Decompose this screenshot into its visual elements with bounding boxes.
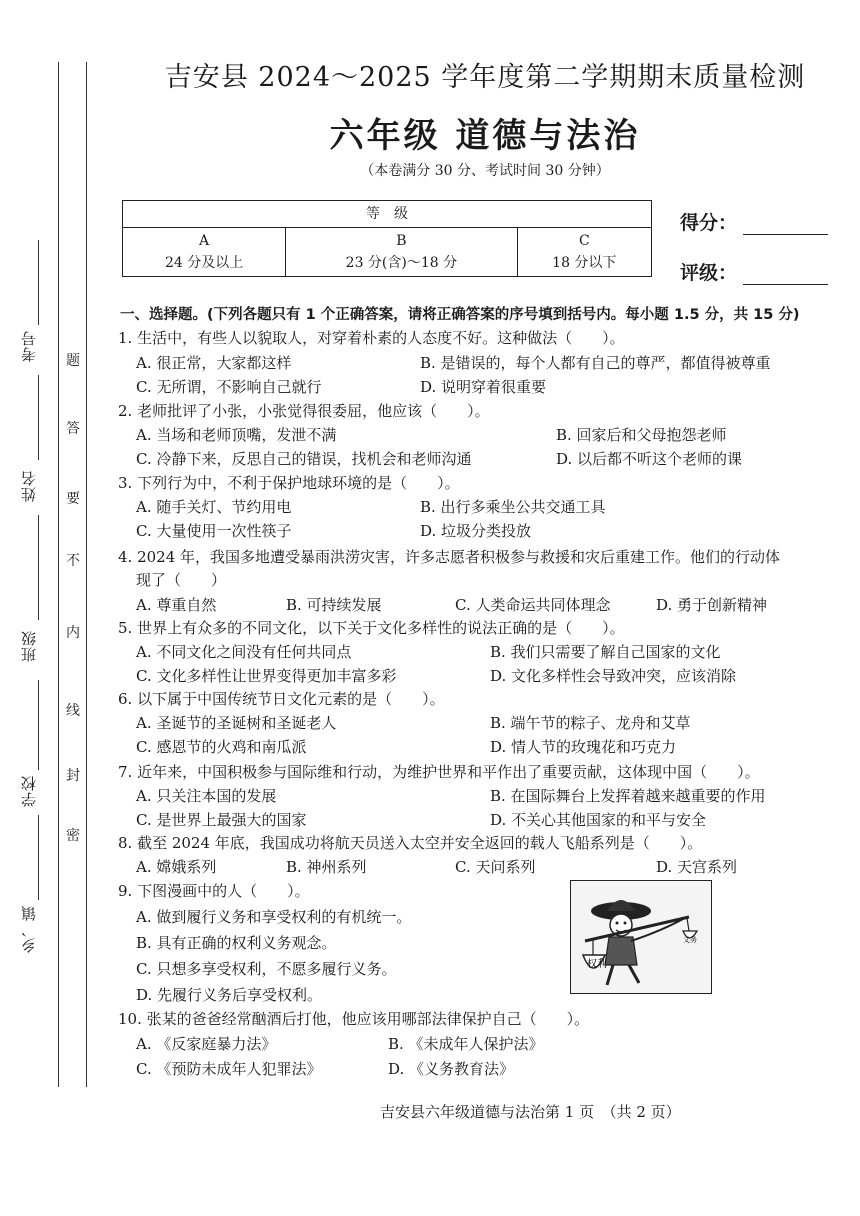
question-stem: 5. 世界上有众多的不同文化，以下关于文化多样性的说法正确的是（ ）。 (118, 619, 625, 637)
question-option[interactable]: D. 情人节的玫瑰花和巧克力 (490, 738, 677, 756)
question-option[interactable]: D. 垃圾分类投放 (420, 522, 532, 540)
question-option[interactable]: A. 很正常，大家都这样 (136, 354, 292, 372)
binding-underline (38, 680, 39, 770)
question-option[interactable]: B. 在国际舞台上发挥着越来越重要的作用 (490, 787, 766, 805)
score-blank[interactable] (743, 216, 828, 235)
binding-field-name: 姓名 (20, 470, 38, 502)
cartoon-label-rights: 权利 (587, 959, 607, 970)
question-stem: 1. 生活中，有些人以貌取人，对穿着朴素的人态度不好。这种做法（ ）。 (118, 329, 625, 347)
question-option[interactable]: D. 不关心其他国家的和平与安全 (490, 811, 707, 829)
exam-subtitle: （本卷满分 30 分、考试时间 30 分钟） (360, 163, 610, 179)
question-option[interactable]: D. 《义务教育法》 (388, 1060, 515, 1078)
question-option[interactable]: A. 《反家庭暴力法》 (136, 1035, 277, 1053)
question-stem: 6. 以下属于中国传统节日文化元素的是（ ）。 (118, 690, 445, 708)
score-label: 得分： (680, 212, 738, 234)
question-stem: 2. 老师批评了小张，小张觉得很委屈，他应该（ ）。 (118, 402, 490, 420)
binding-margin (0, 60, 100, 1090)
exam-title: 吉安县 2024～2025 学年度第二学期期末质量检测 (164, 62, 806, 93)
seal-char: 不 (66, 553, 80, 569)
question-option[interactable]: C. 大量使用一次性筷子 (136, 522, 292, 540)
question-option[interactable]: B. 端午节的粽子、龙舟和艾草 (490, 714, 691, 732)
grade-letter: B 23 分(含)～18 分 (286, 228, 517, 277)
question-option[interactable]: D. 天宫系列 (656, 858, 738, 876)
question-option[interactable]: A. 尊重自然 (136, 596, 217, 614)
question-stem: 7. 近年来，中国积极参与国际维和行动，为维护世界和平作出了重要贡献，这体现中国（ ）。 (118, 763, 760, 781)
question-stem: 4. 2024 年，我国多地遭受暴雨洪涝灾害，许多志愿者积极参与救援和灾后重建工作。他们的行动体 (118, 548, 781, 566)
seal-char: 密 (66, 828, 80, 844)
question-option[interactable]: B. 神州系列 (286, 858, 367, 876)
subject-title: 六年级 道德与法治 (329, 116, 641, 156)
grade-letter: C 18 分以下 (517, 228, 651, 277)
seal-char: 要 (66, 491, 80, 507)
binding-underline (38, 815, 39, 900)
question-option[interactable]: C. 是世界上最强大的国家 (136, 811, 307, 829)
question-option[interactable]: D. 先履行义务后享受权利。 (136, 986, 323, 1004)
cartoon-drawing (571, 881, 711, 993)
binding-line-outer (58, 62, 59, 1087)
question-stem-continued: 现了（ ） (136, 571, 227, 589)
question-option[interactable]: A. 不同文化之间没有任何共同点 (136, 643, 352, 661)
question-stem: 9. 下图漫画中的人（ ）。 (118, 882, 310, 900)
question-option[interactable]: D. 勇于创新精神 (656, 596, 768, 614)
cartoon-image (570, 880, 712, 994)
seal-char: 答 (66, 421, 80, 437)
binding-line-inner (86, 62, 87, 1087)
seal-char: 内 (66, 625, 80, 641)
seal-char: 封 (66, 768, 80, 784)
rating-label: 评级： (680, 262, 738, 284)
question-option[interactable]: C. 只想多享受权利，不愿多履行义务。 (136, 960, 397, 978)
question-option[interactable]: D. 以后都不听这个老师的课 (556, 450, 743, 468)
question-option[interactable]: A. 随手关灯、节约用电 (136, 498, 292, 516)
question-option[interactable]: D. 说明穿着很重要 (420, 378, 547, 396)
rating-field[interactable] (680, 258, 828, 285)
question-stem: 8. 截至 2024 年底，我国成功将航天员送入太空并安全返回的载人飞船系列是（ ）。 (118, 834, 703, 852)
question-option[interactable]: B. 回家后和父母抱怨老师 (556, 426, 727, 444)
binding-field-exam-number: 考号 (20, 330, 38, 362)
question-option[interactable]: A. 嫦娥系列 (136, 858, 217, 876)
question-option[interactable]: C. 天问系列 (455, 858, 536, 876)
binding-field-class: 班级 (20, 630, 38, 662)
question-option[interactable]: C. 文化多样性让世界变得更加丰富多彩 (136, 667, 397, 685)
question-option[interactable]: A. 当场和老师顶嘴，发泄不满 (136, 426, 337, 444)
binding-underline (38, 240, 39, 325)
question-option[interactable]: A. 只关注本国的发展 (136, 787, 277, 805)
question-option[interactable]: B. 具有正确的权利义务观念。 (136, 934, 337, 952)
grade-table-header: 等 级 (123, 201, 652, 228)
grade-letter: A 24 分及以上 (123, 228, 286, 277)
page-footer: 吉安县六年级道德与法治第 1 页 （共 2 页） (380, 1103, 681, 1121)
question-stem: 3. 下列行为中，不利于保护地球环境的是（ ）。 (118, 474, 460, 492)
question-option[interactable]: D. 文化多样性会导致冲突，应该消除 (490, 667, 737, 685)
grade-table (122, 200, 652, 277)
question-option[interactable]: B. 我们只需要了解自己国家的文化 (490, 643, 721, 661)
question-stem: 10. 张某的爸爸经常酗酒后打他，他应该用哪部法律保护自己（ ）。 (118, 1010, 590, 1028)
seal-char: 线 (66, 703, 80, 719)
rating-blank[interactable] (743, 266, 828, 285)
question-option[interactable]: A. 做到履行义务和享受权利的有机统一。 (136, 908, 412, 926)
question-option[interactable]: C. 冷静下来，反思自己的错误，找机会和老师沟通 (136, 450, 472, 468)
question-option[interactable]: B. 可持续发展 (286, 596, 382, 614)
binding-underline (38, 375, 39, 460)
question-option[interactable]: C. 《预防未成年人犯罪法》 (136, 1060, 322, 1078)
binding-field-town: 乡、镇 (20, 905, 38, 953)
cartoon-label-duties: 义务 (683, 936, 697, 944)
question-option[interactable]: C. 无所谓，不影响自己就行 (136, 378, 322, 396)
binding-underline (38, 515, 39, 620)
binding-field-school: 学校 (20, 775, 38, 807)
question-option[interactable]: B. 是错误的，每个人都有自己的尊严，都值得被尊重 (420, 354, 771, 372)
question-option[interactable]: A. 圣诞节的圣诞树和圣诞老人 (136, 714, 337, 732)
seal-char: 题 (66, 353, 80, 369)
question-option[interactable]: B. 出行多乘坐公共交通工具 (420, 498, 606, 516)
question-option[interactable]: C. 感恩节的火鸡和南瓜派 (136, 738, 307, 756)
question-option[interactable]: C. 人类命运共同体理念 (455, 596, 611, 614)
section-heading: 一、选择题。(下列各题只有 1 个正确答案，请将正确答案的序号填到括号内。每小题 1.5 分，共 15 分) (120, 307, 800, 323)
question-option[interactable]: B. 《未成年人保护法》 (388, 1035, 544, 1053)
score-field[interactable] (680, 208, 828, 235)
